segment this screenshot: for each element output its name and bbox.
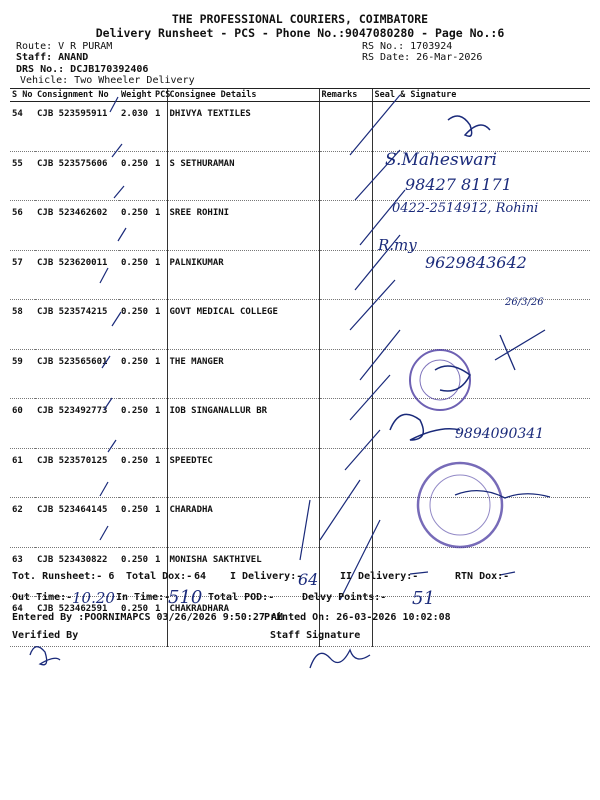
rs-number: RS No.: 1703924 (362, 41, 453, 52)
table-row (10, 300, 590, 350)
row-sno: 62 (10, 498, 35, 548)
col-header-consignee: Consignee Details (167, 89, 319, 102)
row-sno: 64 (10, 597, 35, 647)
route-label: Route: V R PURAM (16, 41, 113, 52)
row-consignee: CHARADHA (167, 498, 319, 548)
row-remarks (319, 498, 372, 548)
sig-57-phone: 9629843642 (425, 253, 527, 272)
table-row (10, 448, 590, 498)
row-consignment: CJB 523575606 (35, 151, 119, 201)
row-weight: 0.250 (119, 547, 153, 597)
hand-total-pod: 510 (168, 587, 203, 608)
row-consignee: SPEEDTEC (167, 448, 319, 498)
delvy-points-label: Delvy Points:- (302, 592, 387, 603)
table-row (10, 250, 590, 300)
row-consignment: CJB 523574215 (35, 300, 119, 350)
row-signature (372, 102, 590, 152)
sig-55-name: S.Maheswari (385, 150, 497, 170)
row-consignee: DHIVYA TEXTILES (167, 102, 319, 152)
total-dox-value: 64 (194, 571, 207, 582)
row-sno: 61 (10, 448, 35, 498)
row-sno: 55 (10, 151, 35, 201)
row-pcs: 1 (153, 151, 167, 201)
row-consignee: MONISHA SAKTHIVEL (167, 547, 319, 597)
row-signature (372, 151, 590, 201)
hand-delvy-points: 51 (412, 588, 435, 609)
row-weight: 0.250 (119, 498, 153, 548)
row-signature (372, 448, 590, 498)
entered-by: Entered By :POORNIMAPCS 03/26/2026 9:50:27 AM (12, 612, 283, 623)
row-pcs: 1 (153, 498, 167, 548)
drs-number: DRS No.: DCJB170392406 (16, 64, 149, 75)
row-sno: 57 (10, 250, 35, 300)
sig-57-name: R.my (378, 236, 417, 254)
table-row (10, 498, 590, 548)
table-row (10, 349, 590, 399)
row-weight: 0.250 (119, 151, 153, 201)
hand-i-delivery: 64 (298, 570, 319, 589)
row-remarks (319, 151, 372, 201)
row-consignment: CJB 523462602 (35, 201, 119, 251)
sig-55-phone: 98427 81171 (405, 175, 512, 194)
row-consignee: CHAKRADHARA (167, 597, 319, 647)
row-weight: 0.250 (119, 448, 153, 498)
row-pcs: 1 (153, 399, 167, 449)
table-row (10, 102, 590, 152)
ii-delivery-label: II Delivery:- (340, 571, 419, 582)
printed-on: Printed On: 26-03-2026 10:02:08 (264, 612, 451, 623)
row-remarks (319, 399, 372, 449)
row-sno: 59 (10, 349, 35, 399)
row-pcs: 1 (153, 597, 167, 647)
row-signature (372, 201, 590, 251)
row-weight: 0.250 (119, 201, 153, 251)
col-header-consignment: Consignment No (35, 89, 119, 102)
col-header-signature: Seal & Signature (372, 89, 590, 102)
row-signature (372, 498, 590, 548)
sig-61-phone: 9894090341 (455, 426, 545, 442)
row-consignment: CJB 523430822 (35, 547, 119, 597)
row-consignment: CJB 523492773 (35, 399, 119, 449)
row-weight: 0.250 (119, 399, 153, 449)
row-remarks (319, 349, 372, 399)
row-remarks (319, 448, 372, 498)
sig-56-phone: 0422-2514912, Rohini (392, 201, 539, 216)
total-pod-label: Total POD:- (208, 592, 275, 603)
row-pcs: 1 (153, 448, 167, 498)
rtn-dox-label: RTN Dox:- (455, 571, 510, 582)
row-consignment: CJB 523462591 (35, 597, 119, 647)
row-consignee: THE MANGER (167, 349, 319, 399)
row-consignee: SREE ROHINI (167, 201, 319, 251)
row-remarks (319, 102, 372, 152)
row-pcs: 1 (153, 300, 167, 350)
hand-in-time: 10.20 (72, 589, 115, 607)
runsheet-title: Delivery Runsheet - PCS - Phone No.:9047080280 - Page No.:6 (95, 26, 505, 40)
rs-date: RS Date: 26-Mar-2026 (362, 52, 483, 63)
verified-by-label: Verified By (12, 630, 79, 641)
row-remarks (319, 201, 372, 251)
row-pcs: 1 (153, 547, 167, 597)
vehicle-label: Vehicle: Two Wheeler Delivery (20, 75, 195, 86)
row-sno: 63 (10, 547, 35, 597)
row-remarks (319, 250, 372, 300)
out-time-label: Out Time:- (12, 592, 73, 603)
staff-signature-scribble (310, 650, 370, 668)
row-sno: 54 (10, 102, 35, 152)
row-sno: 56 (10, 201, 35, 251)
table-row (10, 201, 590, 251)
row-consignee: PALNIKUMAR (167, 250, 319, 300)
row-consignee: IOB SINGANALLUR BR (167, 399, 319, 449)
row-consignment: CJB 523565601 (35, 349, 119, 399)
row-consignee: S SETHURAMAN (167, 151, 319, 201)
staff-signature-label: Staff Signature (270, 630, 361, 641)
row-weight: 0.250 (119, 250, 153, 300)
row-remarks (319, 300, 372, 350)
tot-runsheet: Tot. Runsheet:- 6 (12, 571, 115, 582)
in-time-label: In Time:- (116, 592, 171, 603)
row-pcs: 1 (153, 349, 167, 399)
row-consignment: CJB 523595911 (35, 102, 119, 152)
row-pcs: 1 (153, 201, 167, 251)
total-dox-label: Total Dox:- (126, 571, 193, 582)
i-delivery-label: I Delivery:- (230, 571, 303, 582)
row-weight: 0.250 (119, 349, 153, 399)
row-signature (372, 349, 590, 399)
row-weight: 2.030 (119, 102, 153, 152)
row-signature (372, 300, 590, 350)
row-sno: 58 (10, 300, 35, 350)
row-signature (372, 399, 590, 449)
row-consignment: CJB 523620011 (35, 250, 119, 300)
col-header-pcs: PCS (155, 90, 171, 100)
row-consignment: CJB 523464145 (35, 498, 119, 548)
row-weight: 0.250 (119, 300, 153, 350)
col-header-sno: S No (10, 89, 35, 102)
row-sno: 60 (10, 399, 35, 449)
row-pcs: 1 (153, 102, 167, 152)
table-header-row (10, 89, 590, 102)
col-header-weight: Weight (121, 90, 152, 100)
sig-59-date: 26/3/26 (505, 297, 544, 308)
row-signature (372, 250, 590, 300)
table-row (10, 151, 590, 201)
row-weight: 0.250 (119, 597, 153, 647)
row-consignment: CJB 523570125 (35, 448, 119, 498)
col-header-remarks: Remarks (319, 89, 372, 102)
verified-by-signature (30, 647, 60, 665)
row-consignee: GOVT MEDICAL COLLEGE (167, 300, 319, 350)
table-row (10, 399, 590, 449)
staff-label: Staff: ANAND (16, 52, 89, 63)
row-pcs: 1 (153, 250, 167, 300)
consignment-table (10, 88, 590, 647)
company-title: THE PROFESSIONAL COURIERS, COIMBATORE (171, 12, 429, 26)
